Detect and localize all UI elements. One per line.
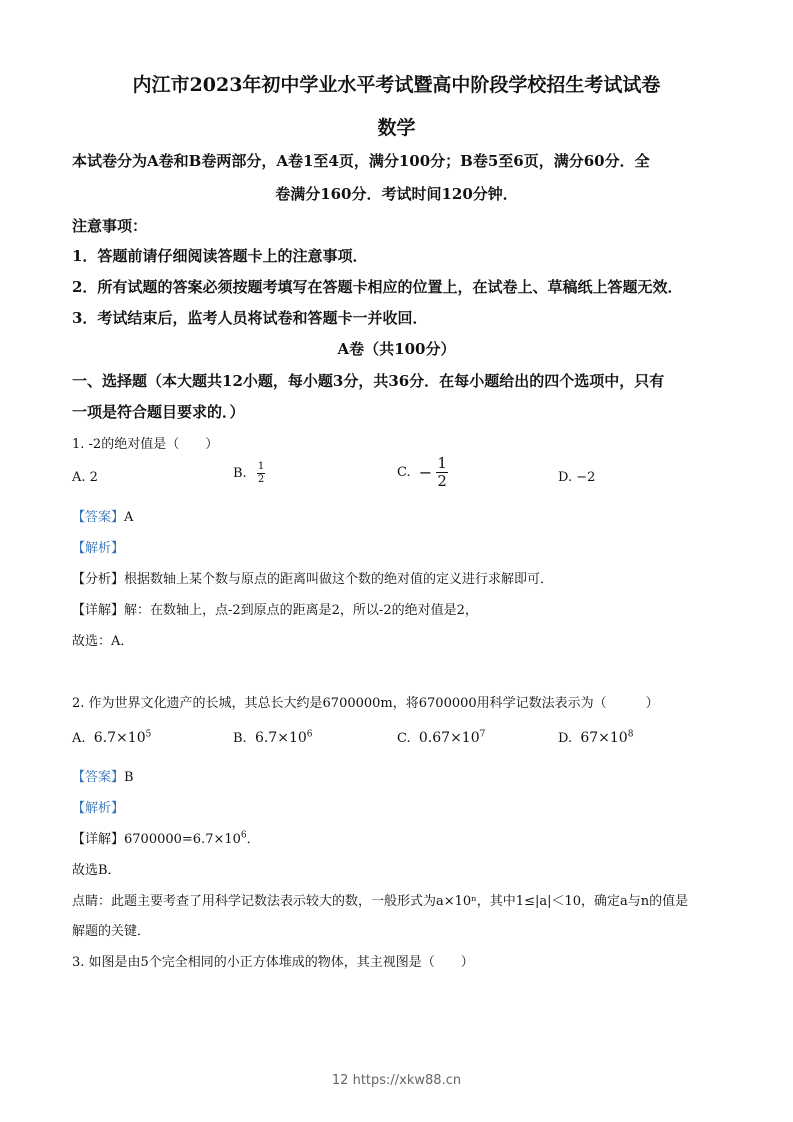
q1-choice: 故选：A． — [72, 634, 134, 649]
subject-title: 数学 — [377, 117, 416, 139]
option-exponent: 6 — [306, 729, 313, 740]
q1-option-c-label: C. — [397, 465, 411, 480]
q2-dianjing-2: 解题的关键． — [72, 924, 151, 939]
page-footer — [0, 1073, 793, 1088]
option-label: D. — [558, 731, 573, 746]
option-exponent: 8 — [627, 729, 634, 740]
q2-option-b — [233, 730, 313, 746]
option-label: C. — [397, 731, 411, 746]
q2-option-c — [397, 730, 485, 746]
q1-option-c-sign: − — [418, 463, 433, 482]
q1-option-c-fraction — [436, 456, 448, 489]
q1-answer — [72, 506, 133, 525]
answer-value: B — [124, 770, 134, 785]
fraction-denominator: 2 — [257, 474, 265, 485]
q1-option-d: D. −2 — [558, 470, 596, 485]
option-base: 6.7×10 — [254, 730, 307, 746]
q2-analysis-tag: 【解析】 — [72, 801, 125, 816]
answer-value: A — [124, 510, 134, 525]
q2-option-a — [72, 730, 151, 746]
footer-url[interactable]: https://xkw88.cn — [352, 1073, 462, 1088]
answer-tag: 【答案】 — [72, 770, 125, 785]
exam-title: 内江市2023年初中学业水平考试暨高中阶段学校招生考试试卷 — [132, 74, 661, 96]
note-item-3: 3．考试结束后，监考人员将试卷和答题卡一并收回． — [72, 309, 428, 327]
q1-option-b-label: B. — [233, 466, 247, 481]
option-exponent: 7 — [479, 729, 486, 740]
q1-fenxi: 【分析】根据数轴上某个数与原点的距离叫做这个数的绝对值的定义进行求解即可． — [72, 572, 554, 587]
q1-analysis-tag: 【解析】 — [72, 541, 125, 556]
section-title: A卷（共100分） — [337, 340, 456, 358]
q2-stem: 2. 作为世界文化遗产的长城，其总长大约是6700000m，将6700000用科学记数法表示为（ ） — [72, 696, 659, 711]
xiangjie-exponent: 6 — [240, 830, 247, 841]
q1-option-c — [397, 456, 448, 489]
q1-stem: 1. -2的绝对值是（ ） — [72, 437, 219, 452]
option-base: 0.67×10 — [418, 730, 480, 746]
xiangjie-suffix: ． — [246, 832, 260, 847]
notes-heading: 注意事项： — [72, 217, 148, 235]
fraction-numerator: 1 — [437, 454, 447, 472]
option-base: 67×10 — [580, 730, 628, 746]
intro-line-1: 本试卷分为A卷和B卷两部分，A卷1至4页，满分100分；B卷5至6页，满分60分．全 — [72, 152, 650, 170]
option-label: B. — [233, 731, 247, 746]
fraction-denominator: 2 — [437, 472, 447, 490]
q2-answer — [72, 766, 134, 785]
section-instructions-2: 一项是符合题目要求的．） — [72, 403, 245, 421]
option-exponent: 5 — [145, 729, 152, 740]
q1-option-b — [233, 462, 265, 485]
answer-tag: 【答案】 — [72, 510, 125, 525]
note-item-2: 2．所有试题的答案必须按题考填写在答题卡相应的位置上，在试卷上、草稿纸上答题无效． — [72, 278, 683, 296]
q1-option-a: A. 2 — [72, 470, 98, 485]
q3-stem: 3. 如图是由5个完全相同的小正方体堆成的物体，其主视图是（ ） — [72, 955, 474, 970]
q2-choice: 故选B． — [72, 863, 121, 878]
option-label: A. — [72, 731, 86, 746]
q2-dianjing-1: 点睛：此题主要考查了用科学记数法表示较大的数，一般形式为a×10ⁿ，其中1≤|a|＜10，确定a与n的值是 — [72, 894, 689, 909]
q1-option-b-fraction — [257, 462, 265, 485]
q1-xiangjie: 【详解】解：在数轴上，点-2到原点的距离是2，所以-2的绝对值是2， — [72, 603, 478, 618]
fraction-numerator: 1 — [257, 461, 265, 472]
q2-xiangjie — [72, 828, 260, 847]
option-base: 6.7×10 — [93, 730, 146, 746]
intro-line-2: 卷满分160分．考试时间120分钟． — [275, 185, 518, 203]
xiangjie-text: 【详解】6700000=6.7×10 — [72, 832, 241, 847]
q2-option-d — [558, 730, 633, 746]
section-instructions-1: 一、选择题（本大题共12小题，每小题3分，共36分．在每小题给出的四个选项中，只有 — [72, 372, 665, 390]
page-number: 12 — [331, 1073, 349, 1088]
note-item-1: 1．答题前请仔细阅读答题卡上的注意事项． — [72, 247, 368, 265]
